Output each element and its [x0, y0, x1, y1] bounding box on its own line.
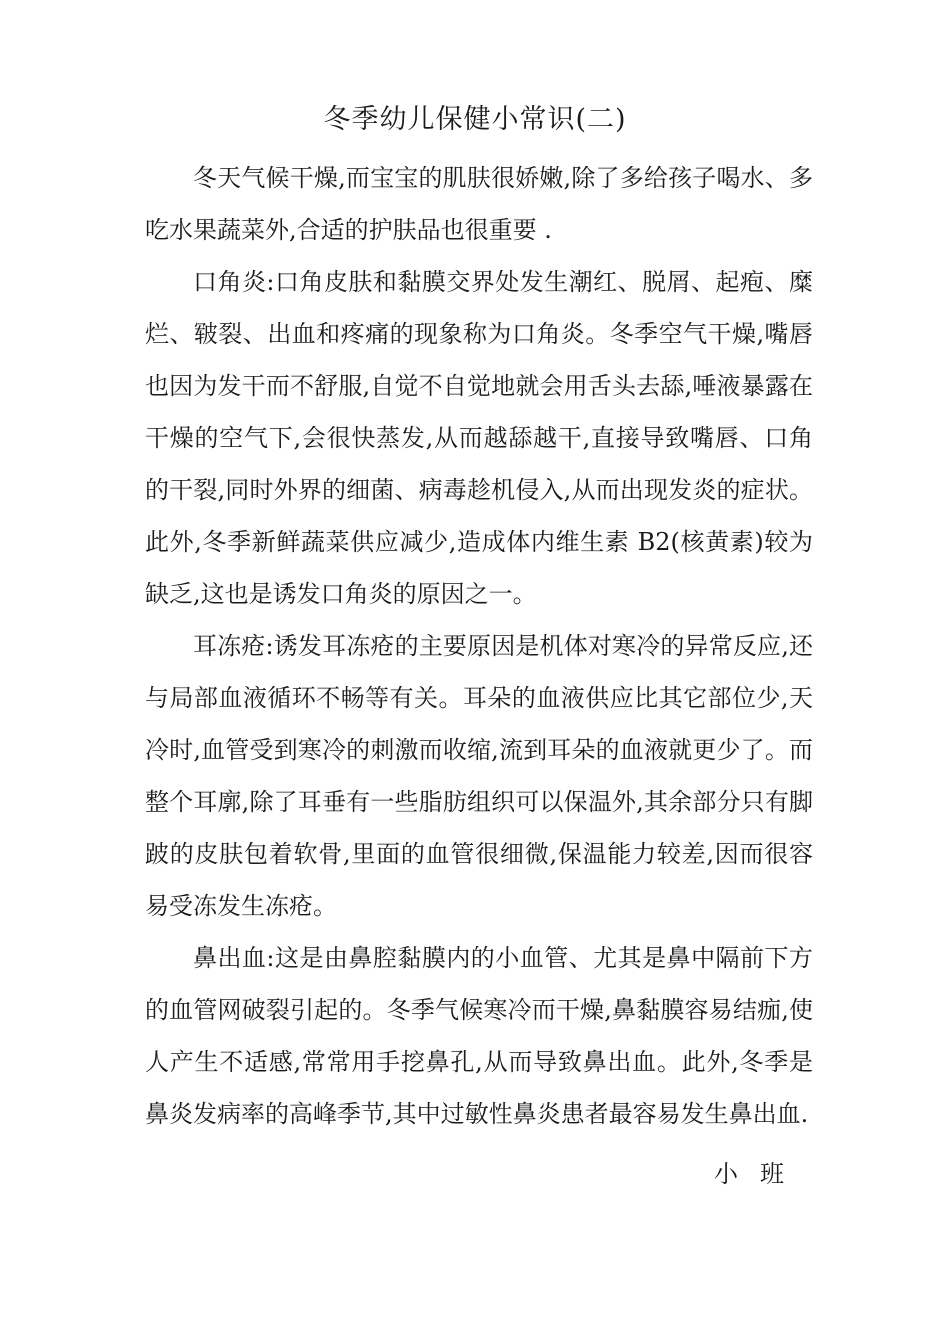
- signature: 小班: [714, 1160, 806, 1188]
- paragraph-intro: 冬天气候干燥,而宝宝的肌肤很娇嫩,除了多给孩子喝水、多吃水果蔬菜外,合适的护肤品也很重要 .: [145, 164, 813, 244]
- paragraph-nosebleed: 鼻出血:这是由鼻腔黏膜内的小血管、尤其是鼻中隔前下方的血管网破裂引起的。冬季气候寒冷而干燥,鼻黏膜容易结痂,使人产生不适感,常常用手挖鼻孔,从而导致鼻出血。此外,冬季是鼻炎发病率的高峰季节,其中过敏性鼻炎患者最容易发生鼻出血.: [145, 944, 813, 1128]
- document-body: [145, 152, 813, 1140]
- paragraph-angular-cheilitis: 口角炎:口角皮肤和黏膜交界处发生潮红、脱屑、起疱、糜烂、皲裂、出血和疼痛的现象称为口角炎。冬季空气干燥,嘴唇也因为发干而不舒服,自觉不自觉地就会用舌头去舔,唾液暴露在干燥的空气下,会很快蒸发,从而越舔越干,直接导致嘴唇、口角的干裂,同时外界的细菌、病毒趁机侵入,从而出现发炎的症状。此外,冬季新鲜蔬菜供应减少,造成体内维生素 B2(核黄素)较为缺乏,这也是诱发口角炎的原因之一。: [145, 268, 813, 608]
- document-title: 冬季幼儿保健小常识(二): [323, 104, 627, 135]
- paragraph-ear-frostbite: 耳冻疮:诱发耳冻疮的主要原因是机体对寒冷的异常反应,还与局部血液循环不畅等有关。耳朵的血液供应比其它部位少,天冷时,血管受到寒冷的刺激而收缩,流到耳朵的血液就更少了。而整个耳廓,除了耳垂有一些脂肪组织可以保温外,其余部分只有脚跛的皮肤包着软骨,里面的血管很细微,保温能力较差,因而很容易受冻发生冻疮。: [145, 632, 813, 920]
